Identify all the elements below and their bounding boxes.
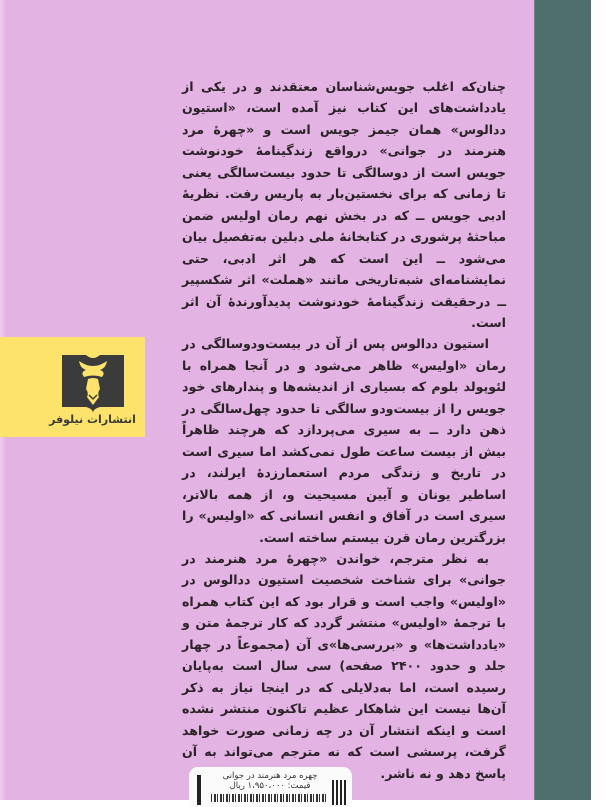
blurb-paragraph: استیون ددالوس پس از آن در بیست‌ودوسالگی در رمان «اولیس» ظاهر می‌شود و در آنجا همراه با لئوپولد بلوم که بسیاری از اندیشه‌ها و پندارهای خود جویس را از بیست‌ودو سالگی تا حدود چهل‌سالگی در ذهن دارد ــ به سیری می‌پردازد که هرچند ظاهراً بیش از بیست ساعت طول نمی‌کشد اما سیری است در تاریخ و زندگی مردم استعمارزدهٔ ایرلند، در اساطیر یونان و آیین مسیحیت و، از همه بالاتر، سیری است در آفاق و انفس انسانی که «اولیس» را بزرگترین رمان قرن بیستم ساخته است. [182, 336, 506, 545]
price-sticker [189, 767, 352, 807]
spine-color-band [534, 0, 592, 800]
publisher-name: انتشارات نیلوفر [49, 413, 136, 426]
barcode-icon [332, 780, 346, 805]
barcode-icon [211, 794, 327, 802]
blurb-paragraph: چنان‌که اغلب جویس‌شناسان معتقدند و در یکی از یادداشت‌های این کتاب نیز آمده است، «استیون ددالوس» همان جیمز جویس است و «چهرهٔ مرد هنرمند در جوانی» درواقع زندگینامهٔ خودنوشت جویس است از دوسالگی تا حدود بیست‌سالگی یعنی تا زمانی که برای نخستین‌بار به پاریس رفت. نظریهٔ ادبی جویس ــ که در بخش نهم رمان اولیس ضمن مباحثهٔ پرشوری در کتابخانهٔ ملی دبلین به‌تفصیل بیان می‌شود ــ این است که هر اثر ادبی، حتی نمایشنامه‌ای شبه‌تاریخی مانند «هملت» اثر شکسپیر ــ درحقیقت زندگینامهٔ خودنوشت پدیدآورندهٔ آن اثر است. [182, 79, 506, 330]
sticker-book-title: چهره مرد هنرمند در جوانی [222, 771, 318, 781]
publisher-block [0, 337, 145, 437]
back-cover-blurb [182, 76, 506, 784]
tree-book-logo-icon [62, 355, 124, 413]
page-white-edge [591, 0, 604, 800]
sticker-price: قیمت: ۱،۹۵۰،۰۰۰ ریال [229, 781, 311, 791]
blurb-paragraph: به نظر مترجم، خواندن «چهرهٔ مرد هنرمند در جوانی» برای شناخت شخصیت استیون ددالوس در «اولیس» واجب است و قرار بود که این کتاب همراه با ترجمهٔ «اولیس» منتشر گردد که کار ترجمهٔ متن و «یادداشت‌ها» و «بررسی‌ها»ی آن (مجموعاً در چهار جلد و حدود ۲۴۰۰ صفحه) سی سال است به‌پایان رسیده است، اما به‌دلایلی که در اینجا نیاز به ذکر آن‌ها نیست این شاهکار عظیم تاکنون منتشر نشده است و اینکه انتشار آن در چه زمانی صورت خواهد گرفت، پرسشی است که نه مترجم می‌تواند به آن پاسخ دهد و نه ناشر. [182, 550, 506, 781]
barcode-icon [197, 775, 201, 805]
sticker-text [211, 771, 329, 791]
